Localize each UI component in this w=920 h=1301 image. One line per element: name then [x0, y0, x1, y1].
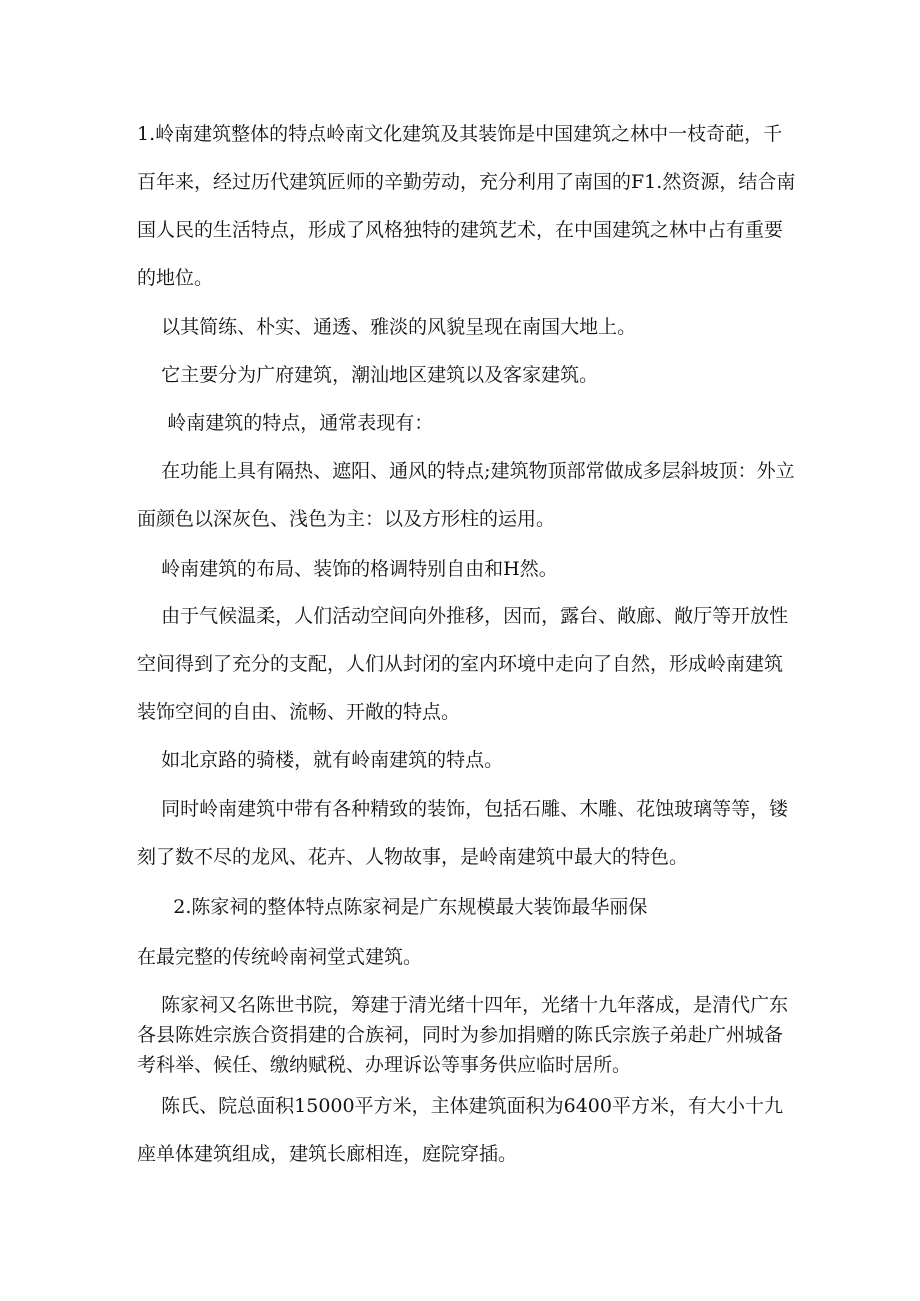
paragraph-1: 1.岭南建筑整体的特点岭南文化建筑及其装饰是中国建筑之林中一枝奇葩，千百年来，经过历代建筑匠师的辛勤劳动，充分利用了南国的F1.然资源，结合南国人民的生活特点，形成了风格独特的建筑艺术，在中国建筑之林中占有重要的地位。 — [137, 123, 796, 289]
paragraph-6: 岭南建筑的布局、装饰的格调特别自由和H然。 — [137, 558, 558, 580]
paragraph-8: 如北京路的骑楼，就有岭南建筑的特点。 — [137, 749, 504, 771]
paragraph-12: 陈家祠又名陈世书院，筹建于清光绪十四年，光绪十九年落成，是清代广东各县陈姓宗族合资捐建的合族祠，同时为参加捐赠的陈氏宗族子弟赴广州城备考科举、候任、缴纳赋税、办理诉讼等事务供应临时居所。 — [137, 994, 789, 1076]
paragraph-3: 它主要分为广府建筑，潮汕地区建筑以及客家建筑。 — [137, 364, 599, 386]
paragraph-4: 岭南建筑的特点，通常表现有： — [137, 412, 434, 434]
paragraph-13: 陈氏、院总面积15000平方米，主体建筑面积为6400平方米，有大小十九座单体建筑组成，建筑长廊相连，庭院穿插。 — [137, 1095, 783, 1165]
paragraph-9: 同时岭南建筑中带有各种精致的装饰，包括石雕、木雕、花蚀玻璃等等，镂刻了数不尽的龙风、花卉、人物故事，是岭南建筑中最大的特色。 — [137, 798, 789, 868]
paragraph-2: 以其简练、朴实、通透、雅淡的风貌呈现在南国大地上。 — [137, 316, 637, 338]
paragraph-5: 在功能上具有隔热、遮阳、通风的特点;建筑物顶部常做成多层斜坡顶：外立面颜色以深灰色、浅色为主：以及方形柱的运用。 — [137, 460, 795, 530]
paragraph-11: 在最完整的传统岭南祠堂式建筑。 — [137, 946, 423, 968]
paragraph-10: 2.陈家祠的整体特点陈家祠是广东规模最大装饰最华丽保 — [137, 896, 648, 918]
paragraph-7: 由于气候温柔，人们活动空间向外推移，因而，露台、敞廊、敞厅等开放性空间得到了充分的支配，人们从封闭的室内环境中走向了自然，形成岭南建筑装饰空间的自由、流畅、开敞的特点。 — [137, 605, 789, 723]
